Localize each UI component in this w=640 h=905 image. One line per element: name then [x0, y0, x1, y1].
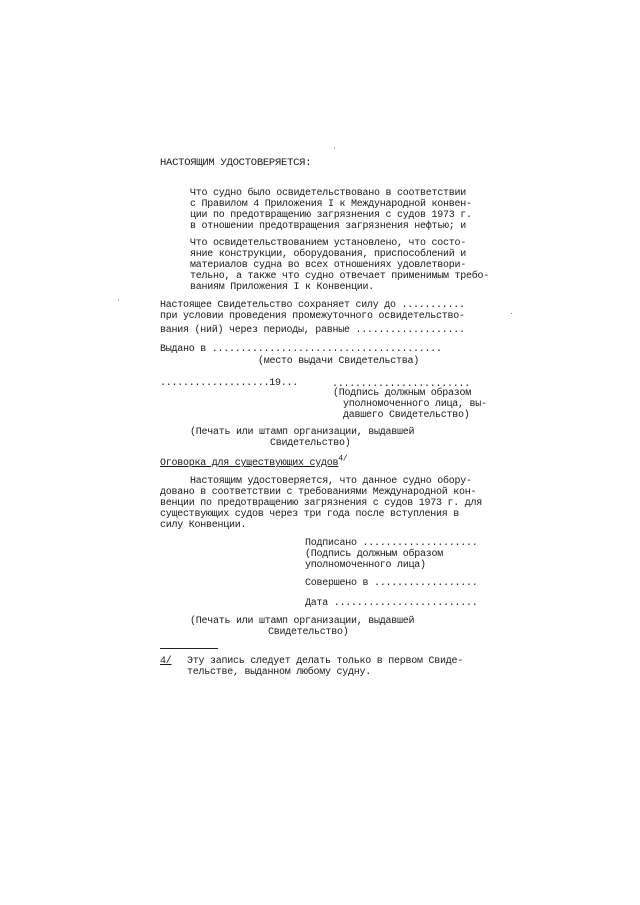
clause-line-5: силу Конвенции.: [160, 520, 247, 531]
seal2-line-2: Свидетельство): [268, 627, 349, 638]
scan-speck: [118, 299, 119, 300]
seal1-line-2: Свидетельство): [270, 438, 351, 449]
validity-line-3: вания (ний) через периоды, равные ...................: [160, 325, 465, 336]
issued-at-line: Выдано в ........................................: [160, 344, 442, 355]
clause-line-1: Настоящим удостоверяется, что данное судно обору-: [190, 476, 472, 487]
footnote-mark-text: 4/: [160, 656, 172, 667]
footnote-line-2: тельстве, выданном любому судну.: [187, 667, 372, 678]
validity-line-2: при условии проведения промежуточного освидетельство-: [160, 311, 465, 322]
signature-caption-2: уполномоченного лица, вы-: [343, 399, 487, 410]
para2-line-2: яние конструкции, оборудования, приспособлений и: [190, 249, 467, 260]
date-line: ...................19...: [160, 378, 299, 389]
para1-line-4: в отношении предотвращения загрязнения нефтью; и: [190, 221, 467, 232]
signed-line: Подписано ....................: [305, 538, 478, 549]
signed-caption-2: уполномоченного лица): [305, 560, 426, 571]
para1-line-2: с Правилом 4 Приложения I к Международной конвен-: [190, 199, 472, 210]
certificate-heading: НАСТОЯЩИМ УДОСТОВЕРЯЕТСЯ:: [160, 157, 312, 169]
clause-line-4: существующих судов через три года после вступления в: [160, 509, 460, 520]
para2-line-5: ваниям Приложения I к Конвенции.: [190, 282, 375, 293]
validity-line-1: Настоящее Свидетельство сохраняет силу до ...........: [160, 300, 465, 311]
footnote-line-1: Эту запись следует делать только в первом Свиде-: [187, 656, 464, 667]
signed-caption-1: (Подпись должным образом: [305, 549, 444, 560]
signature-dots: ........................: [332, 379, 471, 390]
footnote-rule: [160, 648, 218, 649]
para1-line-3: ции по предотвращению загрязнения с судов 1973 г.: [190, 210, 472, 221]
footnote-mark: [160, 656, 172, 667]
para2-line-4: тельно, а также что судно отвечает применимым требо-: [190, 271, 490, 282]
para1-line-1: Что судно было освидетельствовано в соответствии: [190, 188, 467, 199]
clause-title: [160, 454, 348, 469]
para2-line-1: Что освидетельствованием установлено, что состо-: [190, 238, 467, 249]
done-at-line: Совершено в ..................: [305, 578, 478, 589]
para2-line-3: материалов судна во всех отношениях удовлетвори-: [190, 260, 467, 271]
seal1-line-1: (Печать или штамп организации, выдавшей: [190, 427, 415, 438]
issued-at-caption: (место выдачи Свидетельства): [258, 356, 420, 367]
clause-title-text: Оговорка для существующих судов: [160, 458, 339, 469]
clause-line-3: венции по предотвращению загрязнения с судов 1973 г. для: [160, 498, 483, 509]
scan-speck: [511, 313, 512, 314]
clause-line-2: довано в соответствии с требованиями Международной кон-: [160, 487, 477, 498]
clause-footnote-mark: 4/: [338, 454, 348, 464]
signature-caption-3: давшего Свидетельство): [343, 410, 470, 421]
seal2-line-1: (Печать или штамп организации, выдавшей: [190, 616, 415, 627]
signature-caption-1: (Подпись должным образом: [333, 388, 472, 399]
scan-speck: [334, 148, 335, 149]
date-field-line: Дата .........................: [305, 598, 478, 609]
